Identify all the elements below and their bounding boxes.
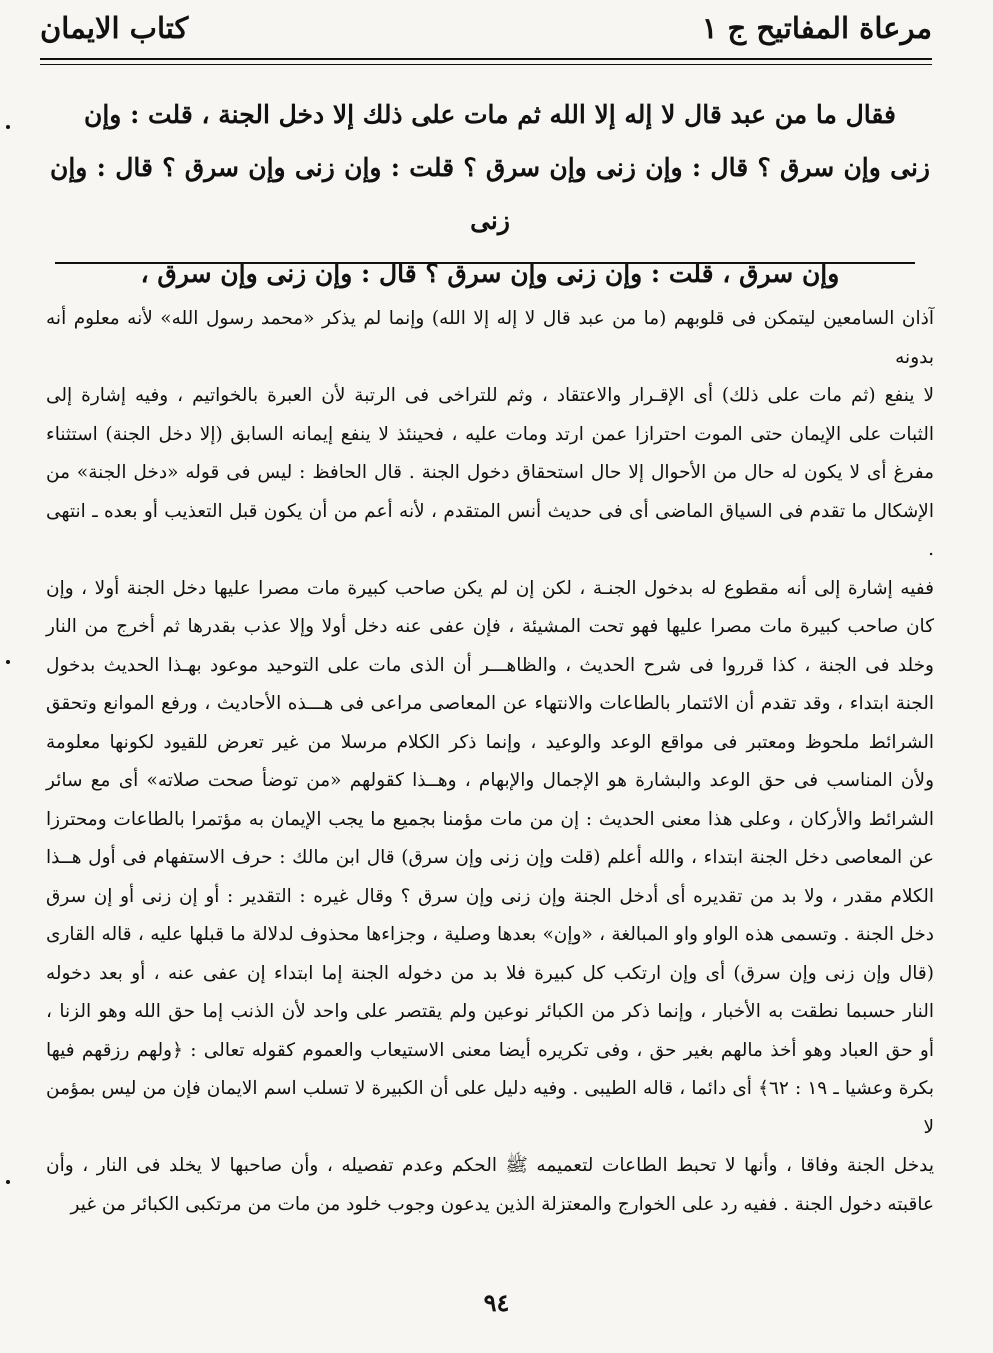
section-separator: [55, 262, 915, 264]
commentary-line: وخلد فى الجنة ، كذا قرروا فى شرح الحديث ، والظاهـــر أن الذى مات على التوحيد موعود بهـذا الحديث بدخول: [46, 654, 934, 676]
margin-mark: [6, 125, 10, 129]
commentary-line: (قال وإن زنى وإن سرق) أى وإن ارتكب كل كبيرة فلا بد من دخوله الجنة إما ابتداء إن عفى عنه ، أو بعد دخوله: [46, 962, 934, 984]
header-rule-thin: [40, 64, 932, 65]
commentary-line: ففيه إشارة إلى أنه مقطوع له بدخول الجنـة ، لكن إن لم يكن صاحب كبيرة مات مصرا عليها دخل الجنة أولا ، وإن: [46, 577, 934, 599]
margin-mark: [6, 1180, 10, 1184]
commentary-line: دخل الجنة . وتسمى هذه الواو واو المبالغة ، «وإن» بعدها وصلية ، وجزاءها محذوف لدلالة ما قبلها عليه ، قاله القارى: [46, 924, 934, 945]
commentary-line: الكلام مقدر ، ولا بد من تقديره أى أدخل الجنة وإن زنى وإن سرق ؟ وقال غيره : التقدير : أو إن زنى أو إن سرق: [46, 885, 934, 907]
commentary-text: [46, 300, 934, 1224]
commentary-line: الشرائط والأركان ، وعلى هذا معنى الحديث : إن من مات مؤمنا بجميع ما يجب الإيمان به مؤتمرا بالطاعات ومحترزا: [46, 808, 934, 830]
hadith-line: فقال ما من عبد قال لا إله إلا الله ثم مات على ذلك إلا دخل الجنة ، قلت : وإن: [84, 100, 896, 129]
commentary-line: آذان السامعين ليتمكن فى قلوبهم (ما من عبد قال لا إله إلا الله) وإنما لم يذكر «محمد رسول الله» لأنه معلوم أنه بدونه: [46, 308, 935, 368]
book-title: مرعاة المفاتيح ج ١: [701, 11, 932, 45]
hadith-line: زنى وإن سرق ؟ قال : وإن زنى وإن سرق ؟ قلت : وإن زنى وإن سرق ؟ قال : وإن زنى: [50, 153, 930, 235]
commentary-line: لا ينفع (ثم مات على ذلك) أى الإقـرار والاعتقاد ، وثم للتراخى فى الرتبة لأن العبرة بالخواتيم ، وفيه إشارة إلى: [46, 385, 934, 406]
hadith-line: وإن سرق ، قلت : وإن زنى وإن سرق ؟ قال : وإن زنى وإن سرق ،: [140, 259, 840, 288]
commentary-line: الإشكال ما تقدم فى السياق الماضى أى فى حديث أنس المتقدم ، لأنه أعم من أن يكون قبل التعذيب أو بعده ـ انتهى .: [46, 500, 934, 560]
commentary-line: ولأن المناسب فى حق الوعد والبشارة هو الإجمال والإبهام ، وهــذا كقولهم «من توضأ صحت صلاته» أى مع سائر: [46, 770, 934, 791]
running-header: [40, 4, 932, 52]
header-rule-thick: [40, 58, 932, 60]
commentary-line: الشرائط ملحوظ ومعتبر فى مواقع الوعد والوعيد ، وإنما ذكر الكلام مرسلا من غير تعرض للقيود لكونها معلومة: [46, 731, 934, 753]
commentary-line: يدخل الجنة وفاقا ، وأنها لا تحبط الطاعات لتعميمه ﷺ الحكم وعدم تفصيله ، وأن صاحبها لا يخلد فى النار ، وأن: [46, 1155, 934, 1176]
commentary-line: مفرغ أى لا يكون له حال من الأحوال إلا حال استحقاق دخول الجنة . قال الحافظ : ليس فى قوله «دخل الجنة» من: [46, 462, 934, 483]
commentary-line: أو حق العباد وهو أخذ مالهم بغير حق ، وفى تكريره أيضا معنى الاستيعاب والعموم كقوله تعالى : ﴿ولهم رزقهم فيها: [46, 1039, 934, 1061]
commentary-line: الجنة ابتداء ، وقد تقدم أن الائتمار بالطاعات والانتهاء عن المعاصى مراعى فى هـــذه الأحاديث ، ورفع الموانع وتحقق: [46, 693, 934, 714]
commentary-line: بكرة وعشيا ـ ١٩ : ٦٢﴾ أى دائما ، قاله الطيبى . وفيه دليل على أن الكبيرة لا تسلب اسم الايمان فإن من ليس بمؤمن لا: [46, 1078, 934, 1138]
page-number: ٩٤: [483, 1288, 510, 1317]
commentary-line: الثبات على الإيمان حتى الموت احترازا عمن ارتد ومات عليه ، فحينئذ لا ينفع إيمانه السابق (إلا دخل الجنة) استثناء: [46, 423, 934, 445]
commentary-line: النار حسبما نطقت به الأخبار ، وإنما ذكر من الكبائر نوعين ولم يقتصر على واحد لأن الذنب إما حق الله وهو الزنا ،: [46, 1001, 934, 1022]
commentary-line: عن المعاصى دخل الجنة ابتداء ، والله أعلم (قلت وإن زنى وإن سرق) قال ابن مالك : حرف الاستفهام فى أول هــذا: [46, 847, 934, 868]
margin-mark: [6, 660, 10, 664]
chapter-title: كتاب الايمان: [40, 11, 189, 45]
hadith-text: [50, 88, 930, 300]
commentary-line: عاقبته دخول الجنة . ففيه رد على الخوارج والمعتزلة الذين يدعون وجوب خلود من مات من مرتكبى الكبائر من غير: [70, 1193, 934, 1215]
commentary-line: كان صاحب كبيرة مات مصرا عليها فهو تحت المشيئة ، فإن عفى عنه دخل أولا وإلا عذب بقدرها ثم أخرج من النار: [46, 616, 934, 637]
